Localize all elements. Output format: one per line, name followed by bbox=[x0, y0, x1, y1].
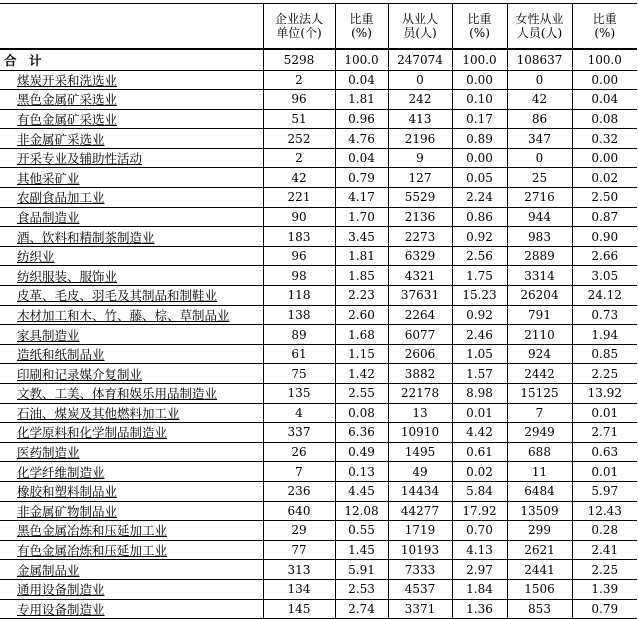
cell-value: 44277 bbox=[388, 501, 452, 521]
cell-value: 75 bbox=[263, 364, 335, 384]
row-label-text: 金属制品业 bbox=[17, 562, 80, 578]
row-label-text: 石油、煤炭及其他燃料加工业 bbox=[17, 405, 180, 421]
cell-value: 5.91 bbox=[335, 560, 388, 580]
cell-value: 12.43 bbox=[572, 501, 637, 521]
table-row bbox=[0, 207, 637, 227]
cell-value: 1.75 bbox=[452, 266, 507, 286]
row-label-text: 农副食品加工业 bbox=[17, 190, 105, 206]
row-label bbox=[0, 423, 263, 443]
row-label bbox=[0, 90, 263, 110]
row-label bbox=[0, 148, 263, 168]
cell-value: 0 bbox=[507, 70, 572, 90]
cell-value: 1.05 bbox=[452, 344, 507, 364]
cell-value: 2949 bbox=[507, 423, 572, 443]
cell-value: 0.79 bbox=[335, 168, 388, 188]
cell-value: 26 bbox=[263, 442, 335, 462]
table-row bbox=[0, 481, 637, 501]
cell-value: 0.01 bbox=[452, 403, 507, 423]
cell-value: 5529 bbox=[388, 188, 452, 208]
cell-value: 10910 bbox=[388, 423, 452, 443]
row-label bbox=[0, 286, 263, 306]
row-label bbox=[0, 246, 263, 266]
row-label bbox=[0, 599, 263, 619]
cell-value: 13509 bbox=[507, 501, 572, 521]
cell-value: 791 bbox=[507, 305, 572, 325]
header-enterprise-units bbox=[263, 4, 335, 50]
cell-value: 0.08 bbox=[335, 403, 388, 423]
cell-value: 1.81 bbox=[335, 90, 388, 110]
cell-value: 3.05 bbox=[572, 266, 637, 286]
cell-value: 100.0 bbox=[452, 49, 507, 70]
header-line: (%) bbox=[594, 26, 616, 40]
cell-value: 2.74 bbox=[335, 599, 388, 619]
cell-value: 242 bbox=[388, 90, 452, 110]
header-female-employees bbox=[507, 4, 572, 50]
row-label-text: 文教、工美、体育和娱乐用品制造业 bbox=[17, 386, 218, 402]
cell-value: 37631 bbox=[388, 286, 452, 306]
cell-value: 0.85 bbox=[572, 344, 637, 364]
cell-value: 25 bbox=[507, 168, 572, 188]
header-line: 比重 bbox=[592, 12, 617, 26]
cell-value: 42 bbox=[507, 90, 572, 110]
table-row bbox=[0, 462, 637, 482]
cell-value: 0.10 bbox=[452, 90, 507, 110]
cell-value: 1.85 bbox=[335, 266, 388, 286]
row-label bbox=[0, 344, 263, 364]
cell-value: 1.68 bbox=[335, 325, 388, 345]
cell-value: 100.0 bbox=[335, 49, 388, 70]
header-line: 企业法人 bbox=[274, 12, 323, 26]
row-label bbox=[0, 129, 263, 149]
cell-value: 0.01 bbox=[572, 462, 637, 482]
cell-value: 0.79 bbox=[572, 599, 637, 619]
cell-value: 0 bbox=[388, 70, 452, 90]
table-row bbox=[0, 384, 637, 404]
cell-value: 0 bbox=[507, 148, 572, 168]
header-empty-cell bbox=[0, 4, 263, 50]
table-row bbox=[0, 266, 637, 286]
header-line: 单位(个) bbox=[276, 26, 322, 40]
table-row bbox=[0, 423, 637, 443]
cell-value: 0.73 bbox=[572, 305, 637, 325]
row-label-text: 造纸和纸制品业 bbox=[17, 347, 105, 363]
cell-value: 42 bbox=[263, 168, 335, 188]
header-line: (%) bbox=[351, 26, 372, 40]
cell-value: 134 bbox=[263, 579, 335, 599]
table-row bbox=[0, 521, 637, 541]
cell-value: 2110 bbox=[507, 325, 572, 345]
cell-value: 98 bbox=[263, 266, 335, 286]
cell-value: 6484 bbox=[507, 481, 572, 501]
cell-value: 26204 bbox=[507, 286, 572, 306]
cell-value: 0.70 bbox=[452, 521, 507, 541]
header-proportion-3 bbox=[572, 4, 637, 50]
cell-value: 413 bbox=[388, 109, 452, 129]
cell-value: 13.92 bbox=[572, 384, 637, 404]
row-label bbox=[0, 70, 263, 90]
table-row bbox=[0, 148, 637, 168]
cell-value: 221 bbox=[263, 188, 335, 208]
cell-value: 0.92 bbox=[452, 305, 507, 325]
row-label-text: 有色金属冶炼和压延加工业 bbox=[17, 543, 168, 559]
cell-value: 127 bbox=[388, 168, 452, 188]
row-label-text: 印刷和记录媒介复制业 bbox=[17, 366, 143, 382]
cell-value: 2.66 bbox=[572, 246, 637, 266]
cell-value: 51 bbox=[263, 109, 335, 129]
cell-value: 0.00 bbox=[572, 148, 637, 168]
cell-value: 5298 bbox=[263, 49, 335, 70]
cell-value: 6329 bbox=[388, 246, 452, 266]
row-label bbox=[0, 188, 263, 208]
row-label-text: 橡胶和塑料制品业 bbox=[17, 484, 118, 500]
cell-value: 0.61 bbox=[452, 442, 507, 462]
cell-value: 313 bbox=[263, 560, 335, 580]
row-label bbox=[0, 325, 263, 345]
table-row bbox=[0, 599, 637, 619]
cell-value: 8.98 bbox=[452, 384, 507, 404]
cell-value: 10193 bbox=[388, 540, 452, 560]
cell-value: 77 bbox=[263, 540, 335, 560]
cell-value: 1.15 bbox=[335, 344, 388, 364]
table-row bbox=[0, 188, 637, 208]
cell-value: 1506 bbox=[507, 579, 572, 599]
cell-value: 4321 bbox=[388, 266, 452, 286]
cell-value: 1719 bbox=[388, 521, 452, 541]
cell-value: 0.89 bbox=[452, 129, 507, 149]
cell-value: 944 bbox=[507, 207, 572, 227]
cell-value: 252 bbox=[263, 129, 335, 149]
cell-value: 0.49 bbox=[335, 442, 388, 462]
cell-value: 0.96 bbox=[335, 109, 388, 129]
cell-value: 96 bbox=[263, 246, 335, 266]
cell-value: 135 bbox=[263, 384, 335, 404]
cell-value: 138 bbox=[263, 305, 335, 325]
row-label-text: 食品制造业 bbox=[17, 209, 80, 225]
cell-value: 0.02 bbox=[572, 168, 637, 188]
cell-value: 2716 bbox=[507, 188, 572, 208]
cell-value: 89 bbox=[263, 325, 335, 345]
cell-value: 0.28 bbox=[572, 521, 637, 541]
cell-value: 1.42 bbox=[335, 364, 388, 384]
cell-value: 100.0 bbox=[572, 49, 637, 70]
cell-value: 2 bbox=[263, 70, 335, 90]
cell-value: 640 bbox=[263, 501, 335, 521]
table-row bbox=[0, 560, 637, 580]
cell-value: 86 bbox=[507, 109, 572, 129]
cell-value: 0.04 bbox=[335, 148, 388, 168]
header-line: 人员(人) bbox=[516, 26, 563, 40]
cell-value: 2.25 bbox=[572, 364, 637, 384]
cell-value: 0.90 bbox=[572, 227, 637, 247]
row-label bbox=[0, 462, 263, 482]
cell-value: 15.23 bbox=[452, 286, 507, 306]
cell-value: 0.08 bbox=[572, 109, 637, 129]
row-label-text: 其他采矿业 bbox=[17, 170, 80, 186]
total-row bbox=[0, 49, 637, 70]
cell-value: 96 bbox=[263, 90, 335, 110]
table-body bbox=[0, 49, 637, 619]
cell-value: 4.45 bbox=[335, 481, 388, 501]
cell-value: 3314 bbox=[507, 266, 572, 286]
row-label-text: 纺织服装、服饰业 bbox=[17, 268, 118, 284]
row-label bbox=[0, 560, 263, 580]
row-label bbox=[0, 403, 263, 423]
cell-value: 2.56 bbox=[452, 246, 507, 266]
header-employees bbox=[388, 4, 452, 50]
table-row bbox=[0, 540, 637, 560]
cell-value: 853 bbox=[507, 599, 572, 619]
cell-value: 0.86 bbox=[452, 207, 507, 227]
cell-value: 0.01 bbox=[572, 403, 637, 423]
table-row bbox=[0, 442, 637, 462]
cell-value: 1.84 bbox=[452, 579, 507, 599]
cell-value: 145 bbox=[263, 599, 335, 619]
cell-value: 2136 bbox=[388, 207, 452, 227]
cell-value: 108637 bbox=[507, 49, 572, 70]
table-row bbox=[0, 579, 637, 599]
cell-value: 2606 bbox=[388, 344, 452, 364]
cell-value: 0.92 bbox=[452, 227, 507, 247]
cell-value: 0.13 bbox=[335, 462, 388, 482]
cell-value: 2889 bbox=[507, 246, 572, 266]
cell-value: 9 bbox=[388, 148, 452, 168]
cell-value: 2441 bbox=[507, 560, 572, 580]
cell-value: 1.94 bbox=[572, 325, 637, 345]
cell-value: 2442 bbox=[507, 364, 572, 384]
cell-value: 2621 bbox=[507, 540, 572, 560]
table-row bbox=[0, 286, 637, 306]
cell-value: 2.25 bbox=[572, 560, 637, 580]
cell-value: 2273 bbox=[388, 227, 452, 247]
row-label bbox=[0, 481, 263, 501]
row-label-text: 非金属矿采选业 bbox=[17, 131, 105, 147]
row-label bbox=[0, 540, 263, 560]
row-label bbox=[0, 168, 263, 188]
cell-value: 2.53 bbox=[335, 579, 388, 599]
cell-value: 24.12 bbox=[572, 286, 637, 306]
cell-value: 118 bbox=[263, 286, 335, 306]
header-proportion-1 bbox=[335, 4, 388, 50]
header-proportion-2 bbox=[452, 4, 507, 50]
row-label-text: 黑色金属冶炼和压延加工业 bbox=[17, 523, 168, 539]
row-label bbox=[0, 442, 263, 462]
cell-value: 4.13 bbox=[452, 540, 507, 560]
cell-value: 90 bbox=[263, 207, 335, 227]
table-row bbox=[0, 364, 637, 384]
cell-value: 2.97 bbox=[452, 560, 507, 580]
cell-value: 0.63 bbox=[572, 442, 637, 462]
cell-value: 1.70 bbox=[335, 207, 388, 227]
cell-value: 2.46 bbox=[452, 325, 507, 345]
row-label-text: 皮革、毛皮、羽毛及其制品和制鞋业 bbox=[17, 288, 218, 304]
cell-value: 983 bbox=[507, 227, 572, 247]
cell-value: 6077 bbox=[388, 325, 452, 345]
table-row bbox=[0, 246, 637, 266]
cell-value: 4 bbox=[263, 403, 335, 423]
row-label-text: 非金属矿物制品业 bbox=[17, 503, 118, 519]
cell-value: 0.02 bbox=[452, 462, 507, 482]
row-label-text: 纺织业 bbox=[17, 249, 55, 265]
table-row bbox=[0, 344, 637, 364]
row-label bbox=[0, 305, 263, 325]
row-label bbox=[0, 579, 263, 599]
header-line: 从业人 bbox=[401, 12, 438, 26]
cell-value: 2.50 bbox=[572, 188, 637, 208]
cell-value: 14434 bbox=[388, 481, 452, 501]
row-label-text: 专用设备制造业 bbox=[17, 601, 105, 617]
table-row bbox=[0, 109, 637, 129]
cell-value: 183 bbox=[263, 227, 335, 247]
row-label-text: 煤炭开采和洗选业 bbox=[17, 72, 118, 88]
cell-value: 0.00 bbox=[452, 148, 507, 168]
cell-value: 1.45 bbox=[335, 540, 388, 560]
row-label bbox=[0, 521, 263, 541]
cell-value: 247074 bbox=[388, 49, 452, 70]
row-label bbox=[0, 109, 263, 129]
cell-value: 0.04 bbox=[335, 70, 388, 90]
row-label-text: 木材加工和木、竹、藤、棕、草制品业 bbox=[17, 307, 230, 323]
cell-value: 5.97 bbox=[572, 481, 637, 501]
cell-value: 688 bbox=[507, 442, 572, 462]
row-label-text: 化学纤维制造业 bbox=[17, 464, 105, 480]
cell-value: 6.36 bbox=[335, 423, 388, 443]
cell-value: 3.45 bbox=[335, 227, 388, 247]
cell-value: 4537 bbox=[388, 579, 452, 599]
cell-value: 2264 bbox=[388, 305, 452, 325]
row-label bbox=[0, 501, 263, 521]
cell-value: 347 bbox=[507, 129, 572, 149]
cell-value: 22178 bbox=[388, 384, 452, 404]
cell-value: 337 bbox=[263, 423, 335, 443]
cell-value: 4.17 bbox=[335, 188, 388, 208]
cell-value: 1.57 bbox=[452, 364, 507, 384]
cell-value: 2.71 bbox=[572, 423, 637, 443]
table-row bbox=[0, 227, 637, 247]
header-line: 女性从业 bbox=[515, 12, 564, 26]
cell-value: 1.81 bbox=[335, 246, 388, 266]
table-row bbox=[0, 168, 637, 188]
cell-value: 0.87 bbox=[572, 207, 637, 227]
table-row bbox=[0, 129, 637, 149]
row-label-text: 开采专业及辅助性活动 bbox=[17, 151, 143, 167]
header-line: (%) bbox=[469, 26, 490, 40]
table-row bbox=[0, 305, 637, 325]
header-line: 比重 bbox=[467, 12, 492, 26]
cell-value: 0.32 bbox=[572, 129, 637, 149]
cell-value: 924 bbox=[507, 344, 572, 364]
cell-value: 2.41 bbox=[572, 540, 637, 560]
table-row bbox=[0, 70, 637, 90]
cell-value: 7 bbox=[507, 403, 572, 423]
header-line: 员(人) bbox=[403, 26, 437, 40]
cell-value: 1495 bbox=[388, 442, 452, 462]
cell-value: 1.36 bbox=[452, 599, 507, 619]
table-row bbox=[0, 501, 637, 521]
cell-value: 0.17 bbox=[452, 109, 507, 129]
cell-value: 0.00 bbox=[572, 70, 637, 90]
cell-value: 0.55 bbox=[335, 521, 388, 541]
cell-value: 2.23 bbox=[335, 286, 388, 306]
cell-value: 2196 bbox=[388, 129, 452, 149]
row-label-text: 酒、饮料和精制茶制造业 bbox=[17, 229, 155, 245]
cell-value: 49 bbox=[388, 462, 452, 482]
cell-value: 2.24 bbox=[452, 188, 507, 208]
cell-value: 7 bbox=[263, 462, 335, 482]
row-label-text: 化学原料和化学制品制造业 bbox=[17, 425, 168, 441]
row-label bbox=[0, 49, 263, 70]
table-row bbox=[0, 403, 637, 423]
cell-value: 4.42 bbox=[452, 423, 507, 443]
cell-value: 7333 bbox=[388, 560, 452, 580]
cell-value: 4.76 bbox=[335, 129, 388, 149]
cell-value: 5.84 bbox=[452, 481, 507, 501]
cell-value: 0.04 bbox=[572, 90, 637, 110]
row-label-text: 家具制造业 bbox=[17, 327, 80, 343]
cell-value: 13 bbox=[388, 403, 452, 423]
row-label bbox=[0, 364, 263, 384]
cell-value: 299 bbox=[507, 521, 572, 541]
cell-value: 1.39 bbox=[572, 579, 637, 599]
industry-statistics-table bbox=[0, 3, 637, 619]
row-label-text: 医药制造业 bbox=[17, 445, 80, 461]
row-label-text: 通用设备制造业 bbox=[17, 582, 105, 598]
row-label bbox=[0, 207, 263, 227]
cell-value: 12.08 bbox=[335, 501, 388, 521]
cell-value: 15125 bbox=[507, 384, 572, 404]
row-label bbox=[0, 384, 263, 404]
cell-value: 17.92 bbox=[452, 501, 507, 521]
cell-value: 236 bbox=[263, 481, 335, 501]
header-row bbox=[0, 4, 637, 50]
cell-value: 3882 bbox=[388, 364, 452, 384]
row-label-text: 黑色金属矿采选业 bbox=[17, 92, 118, 108]
cell-value: 0.00 bbox=[452, 70, 507, 90]
row-label-text: 有色金属矿采选业 bbox=[17, 111, 118, 127]
cell-value: 61 bbox=[263, 344, 335, 364]
row-label bbox=[0, 227, 263, 247]
cell-value: 2.55 bbox=[335, 384, 388, 404]
cell-value: 0.05 bbox=[452, 168, 507, 188]
cell-value: 11 bbox=[507, 462, 572, 482]
row-label-text: 合 计 bbox=[4, 52, 42, 68]
cell-value: 3371 bbox=[388, 599, 452, 619]
cell-value: 2 bbox=[263, 148, 335, 168]
row-label bbox=[0, 266, 263, 286]
table-row bbox=[0, 325, 637, 345]
cell-value: 29 bbox=[263, 521, 335, 541]
table-row bbox=[0, 90, 637, 110]
cell-value: 2.60 bbox=[335, 305, 388, 325]
header-line: 比重 bbox=[349, 12, 374, 26]
